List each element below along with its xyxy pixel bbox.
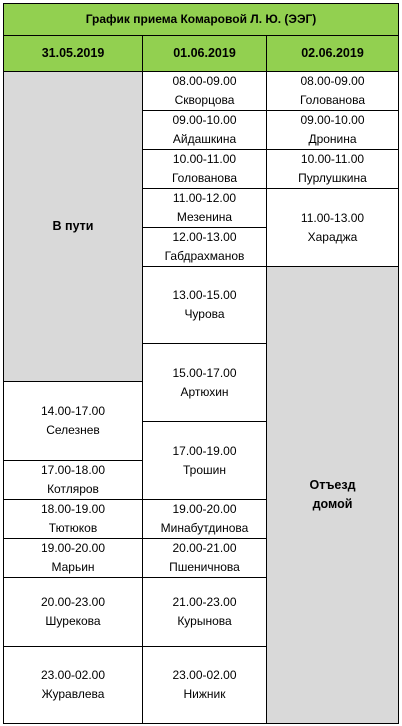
slot-name: Тютюков: [48, 521, 98, 535]
slot-name: Журавлева: [41, 687, 105, 701]
slot-name: Селезнев: [46, 423, 100, 437]
slot-name: Марьин: [51, 560, 95, 574]
slot-time: 09.00-10.00: [300, 113, 365, 127]
slot-time: 19.00-20.00: [40, 541, 106, 555]
slot-time: 13.00-15.00: [172, 288, 237, 302]
slot: [3, 538, 143, 578]
slot-time: 12.00-13.00: [172, 230, 237, 244]
slot-name: Скворцова: [174, 93, 235, 107]
away-block-col3: Отъезд домой: [266, 266, 399, 724]
slot-time: 10.00-11.00: [172, 152, 237, 166]
date-header-1: 31.05.2019: [3, 35, 143, 72]
slot-time: 08.00-09.00: [300, 74, 365, 88]
slot: [142, 110, 267, 150]
slot-name: Голованова: [299, 93, 366, 107]
slot-time: 14.00-17.00: [40, 404, 106, 418]
slot-time: 17.00-18.00: [40, 463, 106, 477]
slot: [3, 499, 143, 539]
slot: [3, 646, 143, 724]
table-title: График приема Комаровой Л. Ю. (ЭЭГ): [3, 3, 399, 36]
slot-name: Пшеничнова: [169, 560, 240, 574]
slot-name: Мезенина: [176, 210, 233, 224]
slot: [266, 188, 399, 267]
slot-name: Пурлушкина: [298, 171, 367, 185]
slot: [3, 381, 143, 461]
date-header-3: 02.06.2019: [266, 35, 399, 72]
slot-time: 20.00-21.00: [172, 541, 237, 555]
slot-time: 09.00-10.00: [172, 113, 237, 127]
slot: [142, 227, 267, 267]
slot-name: Минабутдинова: [160, 521, 249, 535]
slot-time: 15.00-17.00: [172, 365, 237, 380]
slot-name: Трошин: [183, 462, 226, 477]
slot-time: 08.00-09.00: [172, 74, 237, 88]
slot: [142, 343, 267, 422]
slot-time: 10.00-11.00: [300, 152, 365, 166]
slot: [142, 646, 267, 724]
slot-name: Айдашкина: [172, 132, 237, 146]
slot: [266, 71, 399, 111]
slot: [3, 577, 143, 647]
slot: [142, 577, 267, 647]
slot-name: Голованова: [171, 171, 238, 185]
slot-time: 11.00-12.00: [172, 191, 237, 205]
slot: [142, 71, 267, 111]
slot-name: Нижник: [183, 687, 226, 701]
slot: [142, 266, 267, 344]
slot: [266, 110, 399, 150]
slot: [142, 188, 267, 228]
slot-time: 11.00-13.00: [300, 210, 365, 225]
slot: [142, 421, 267, 500]
slot-time: 23.00-02.00: [40, 668, 106, 682]
away-block-col1: В пути: [3, 71, 143, 382]
slot-time: 21.00-23.00: [172, 595, 237, 609]
slot-time: 23.00-02.00: [172, 668, 237, 682]
slot-time: 18.00-19.00: [40, 502, 106, 516]
slot-time: 19.00-20.00: [172, 502, 237, 516]
slot: [142, 149, 267, 189]
slot-name: Артюхин: [180, 384, 229, 399]
slot-name: Курынова: [177, 614, 232, 628]
slot-name: Дронина: [308, 132, 357, 146]
slot-name: Чурова: [184, 307, 225, 321]
slot: [142, 538, 267, 578]
slot-name: Габдрахманов: [164, 249, 245, 263]
slot-name: Котляров: [47, 482, 99, 496]
slot-time: 17.00-19.00: [172, 443, 237, 458]
slot-name: Шурекова: [45, 614, 101, 628]
slot-time: 20.00-23.00: [40, 595, 106, 609]
slot: [266, 149, 399, 189]
date-header-2: 01.06.2019: [142, 35, 267, 72]
slot-name: Хараджа: [307, 229, 358, 244]
slot: [3, 460, 143, 500]
slot: [142, 499, 267, 539]
